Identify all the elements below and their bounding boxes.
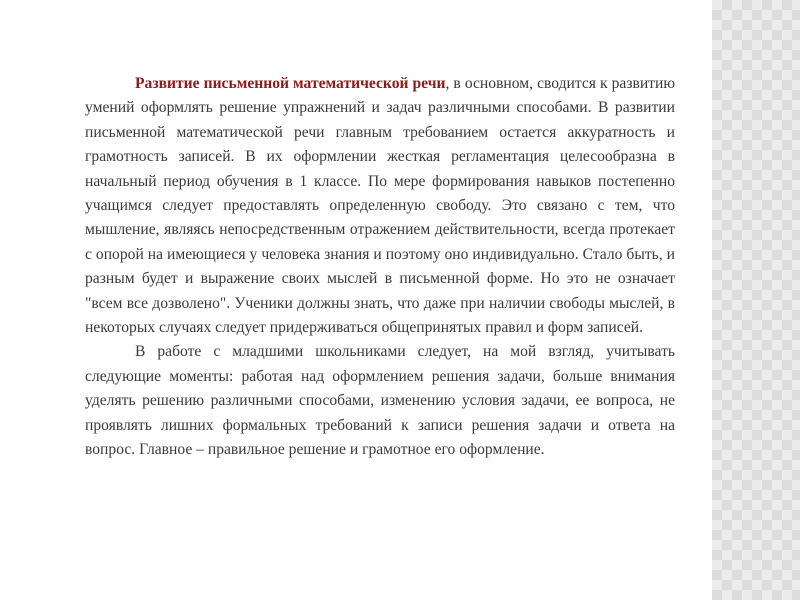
paragraph-1-text: , в основном, сводится к развитию умений оформлять решение упражнений и задач различными способами. В развитии письменной математической речи главным требованием остается аккуратность и грамотность записей. В их оформлении жесткая регламентация целесообразна в начальный период обучения в 1 классе. По мере формирования навыков постепенно учащимся следует предоставлять определенную свободу. Это связано с тем, что мышление, являясь непосредственным отражением действительности, всегда протекает с опорой на имеющиеся у человека знания и поэтому оно индивидуально. Стало быть, и разным будет и выражение своих мыслей в письменной форме. Но это не означает "всем все дозволено". Ученики должны знать, что даже при наличии свободы мыслей, в некоторых случаях следует придерживаться общепринятых правил и форм записей. xyxy=(85,75,675,337)
paragraph-2: В работе с младшими школьниками следует, на мой взгляд, учитывать следующие моменты: работая над оформлением решения задачи, больше внимания уделять решению различными способами, изменению условия задачи, ее вопроса, не проявлять лишних формальных требований к записи решения задачи и ответа на вопрос. Главное – правильное решение и грамотное его оформление. xyxy=(85,343,675,459)
highlighted-term: Развитие письменной математической речи xyxy=(135,75,446,92)
paragraph-1 xyxy=(85,72,675,340)
checkered-decoration-panel xyxy=(712,0,800,600)
slide-text-body xyxy=(85,72,675,463)
